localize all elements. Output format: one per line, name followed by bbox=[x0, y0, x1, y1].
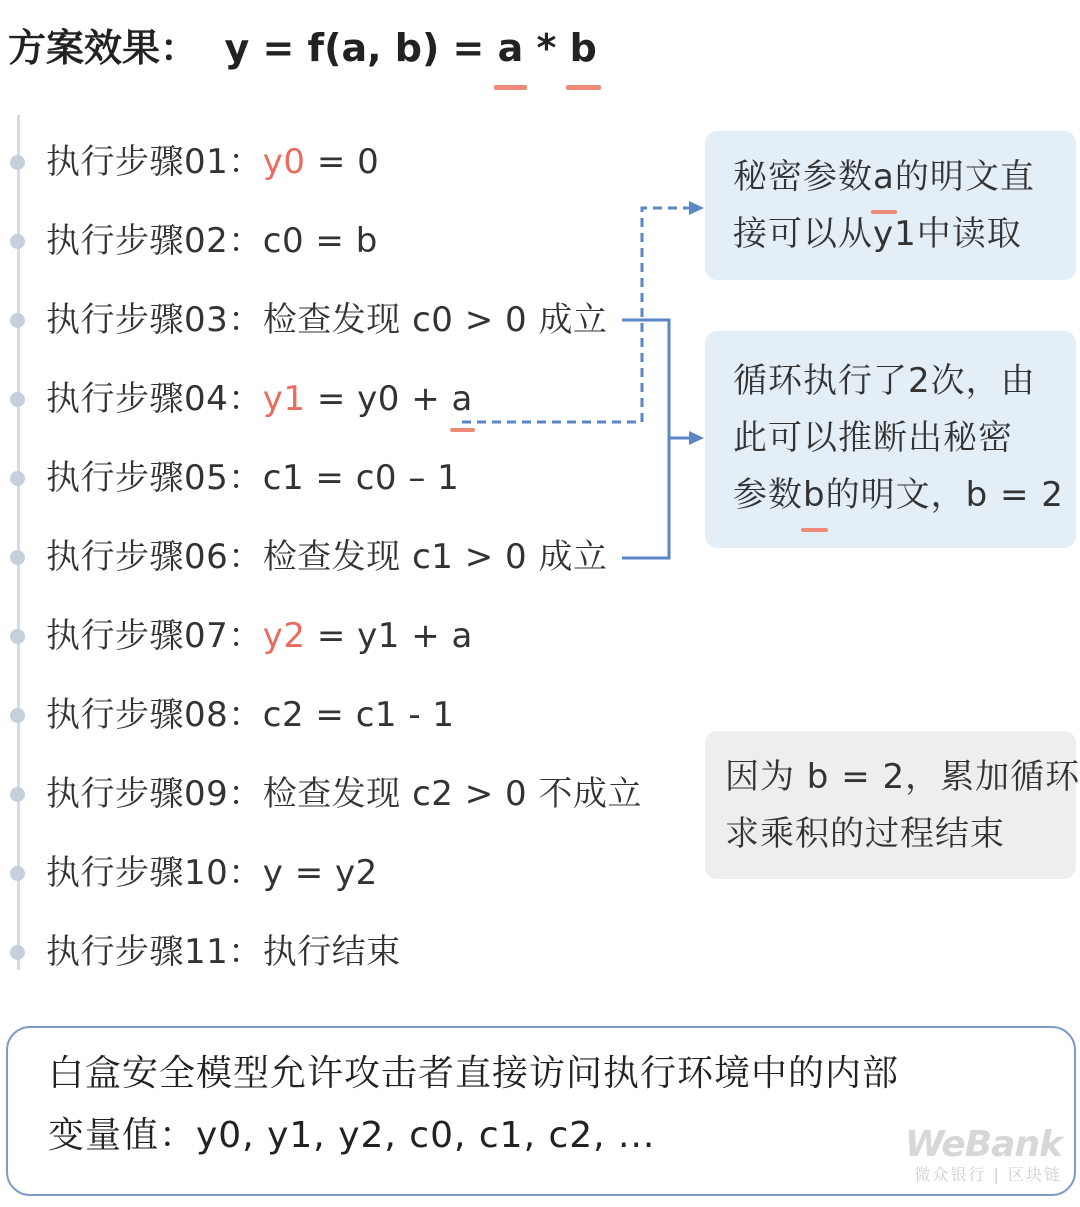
step-text: = y0 + bbox=[305, 379, 452, 419]
step-text: = y1 + a bbox=[305, 616, 473, 656]
step-text: 执行结束 bbox=[262, 932, 401, 972]
callout-text: 接可以从y1中读取 bbox=[733, 214, 1022, 254]
step-label: 执行步骤10： bbox=[46, 853, 263, 893]
dashed-connector bbox=[462, 208, 690, 422]
callout-text: 此可以推断出秘密 bbox=[733, 418, 1013, 458]
step-highlight: y2 bbox=[262, 616, 306, 656]
callout-secret-a bbox=[705, 131, 1076, 280]
logo-subtitle: 微众银行 | 区块链 bbox=[914, 1165, 1062, 1184]
step-highlight: y1 bbox=[262, 379, 306, 419]
title-var-a: a bbox=[498, 18, 524, 78]
logo-wordmark: WeBank bbox=[904, 1124, 1062, 1165]
callout-text: 因为 b = 2，累加循环 bbox=[725, 757, 1080, 797]
callout-text: 循环执行了2次，由 bbox=[733, 361, 1036, 401]
step-label: 执行步骤05： bbox=[46, 458, 263, 498]
step-text: c0 = b bbox=[262, 221, 378, 261]
callout-text: 求乘积的过程结束 bbox=[725, 814, 1005, 854]
callout-text: 的明文，b = 2 bbox=[825, 475, 1064, 515]
step-label: 执行步骤01： bbox=[46, 142, 263, 182]
solid-connector bbox=[622, 320, 690, 558]
step-text: 检查发现 c2 > 0 不成立 bbox=[262, 774, 642, 814]
bottom-note-line: 白盒安全模型允许攻击者直接访问执行环境中的内部 bbox=[48, 1053, 900, 1094]
step-label: 执行步骤11： bbox=[46, 932, 263, 972]
step-text: c2 = c1 - 1 bbox=[262, 695, 455, 735]
step-label: 执行步骤09： bbox=[46, 774, 263, 814]
dashed-arrowhead bbox=[689, 201, 704, 215]
step-label: 执行步骤03： bbox=[46, 300, 263, 340]
step-text: 检查发现 c0 > 0 成立 bbox=[262, 300, 608, 340]
step-label: 执行步骤02： bbox=[46, 221, 263, 261]
webank-logo bbox=[905, 1126, 1062, 1186]
callout-text: 秘密参数 bbox=[733, 157, 873, 197]
step-highlight: y0 bbox=[262, 142, 306, 182]
step-text: y = y2 bbox=[262, 853, 378, 893]
title-times: * bbox=[523, 26, 570, 70]
callout-underlined-var: b bbox=[803, 467, 826, 524]
title-formula: y = f(a, b) = bbox=[224, 26, 498, 70]
step-underlined-var: a bbox=[452, 374, 473, 424]
bottom-note-line: 变量值：y0, y1, y2, c0, c1, c2, ... bbox=[48, 1115, 656, 1156]
step-label: 执行步骤08： bbox=[46, 695, 263, 735]
step-text: = 0 bbox=[305, 142, 380, 182]
step-label: 执行步骤06： bbox=[46, 537, 263, 577]
callout-secret-b bbox=[705, 331, 1076, 548]
step-label: 执行步骤04： bbox=[46, 379, 263, 419]
callout-text: 参数 bbox=[733, 475, 803, 515]
step-label: 执行步骤07： bbox=[46, 616, 263, 656]
step-text: c1 = c0 – 1 bbox=[262, 458, 460, 498]
solid-arrowhead bbox=[689, 431, 704, 445]
callout-underlined-var: a bbox=[873, 149, 895, 206]
step-text: 检查发现 c1 > 0 成立 bbox=[262, 537, 608, 577]
callout-loop-end bbox=[705, 731, 1080, 879]
title-var-b: b bbox=[570, 18, 597, 78]
callout-text: 的明文直 bbox=[894, 157, 1035, 197]
title-prefix: 方案效果： bbox=[8, 26, 199, 70]
